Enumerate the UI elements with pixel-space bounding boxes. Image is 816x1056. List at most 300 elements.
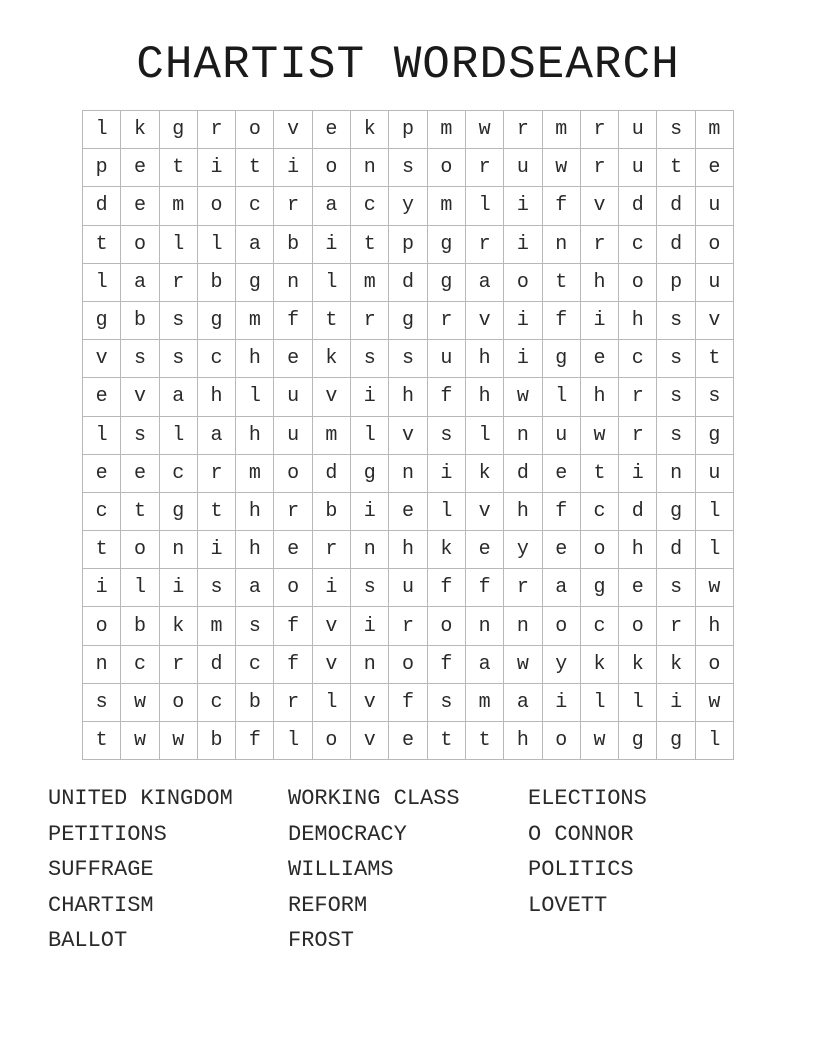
grid-cell[interactable]: r bbox=[159, 645, 197, 683]
grid-cell[interactable]: m bbox=[312, 416, 350, 454]
grid-cell[interactable]: s bbox=[427, 416, 465, 454]
grid-cell[interactable]: i bbox=[504, 225, 542, 263]
grid-cell[interactable]: w bbox=[695, 569, 733, 607]
grid-cell[interactable]: r bbox=[274, 187, 312, 225]
grid-cell[interactable]: c bbox=[197, 340, 235, 378]
grid-cell[interactable]: v bbox=[465, 492, 503, 530]
grid-cell[interactable]: o bbox=[236, 111, 274, 149]
grid-cell[interactable]: v bbox=[312, 378, 350, 416]
grid-cell[interactable]: h bbox=[465, 340, 503, 378]
grid-cell[interactable]: h bbox=[236, 531, 274, 569]
grid-cell[interactable]: g bbox=[542, 340, 580, 378]
grid-cell[interactable]: i bbox=[580, 301, 618, 339]
grid-cell[interactable]: e bbox=[542, 531, 580, 569]
grid-cell[interactable]: o bbox=[274, 454, 312, 492]
grid-cell[interactable]: v bbox=[83, 340, 121, 378]
grid-cell[interactable]: l bbox=[236, 378, 274, 416]
grid-cell[interactable]: l bbox=[695, 722, 733, 760]
grid-cell[interactable]: v bbox=[312, 607, 350, 645]
grid-cell[interactable]: l bbox=[427, 492, 465, 530]
grid-cell[interactable]: r bbox=[312, 531, 350, 569]
grid-cell[interactable]: a bbox=[465, 263, 503, 301]
grid-cell[interactable]: t bbox=[657, 149, 695, 187]
grid-cell[interactable]: h bbox=[619, 531, 657, 569]
grid-cell[interactable]: r bbox=[465, 149, 503, 187]
grid-cell[interactable]: a bbox=[542, 569, 580, 607]
grid-cell[interactable]: w bbox=[580, 722, 618, 760]
grid-cell[interactable]: e bbox=[312, 111, 350, 149]
grid-cell[interactable]: a bbox=[159, 378, 197, 416]
grid-cell[interactable]: d bbox=[312, 454, 350, 492]
grid-cell[interactable]: s bbox=[351, 340, 389, 378]
grid-cell[interactable]: d bbox=[657, 187, 695, 225]
grid-cell[interactable]: a bbox=[236, 225, 274, 263]
grid-cell[interactable]: g bbox=[657, 722, 695, 760]
grid-cell[interactable]: l bbox=[312, 683, 350, 721]
grid-cell[interactable]: l bbox=[121, 569, 159, 607]
grid-cell[interactable]: v bbox=[351, 722, 389, 760]
grid-cell[interactable]: v bbox=[465, 301, 503, 339]
grid-cell[interactable]: v bbox=[695, 301, 733, 339]
grid-cell[interactable]: m bbox=[197, 607, 235, 645]
grid-cell[interactable]: v bbox=[312, 645, 350, 683]
grid-row bbox=[83, 111, 734, 149]
grid-cell[interactable]: r bbox=[197, 111, 235, 149]
grid-cell[interactable]: t bbox=[83, 531, 121, 569]
grid-cell[interactable]: f bbox=[427, 569, 465, 607]
grid-cell[interactable]: r bbox=[619, 378, 657, 416]
grid-cell[interactable]: s bbox=[657, 301, 695, 339]
grid-cell[interactable]: u bbox=[504, 149, 542, 187]
grid-cell[interactable]: s bbox=[159, 340, 197, 378]
grid-cell[interactable]: g bbox=[83, 301, 121, 339]
grid-row bbox=[83, 340, 734, 378]
grid-cell[interactable]: o bbox=[695, 225, 733, 263]
grid-cell[interactable]: l bbox=[465, 187, 503, 225]
grid-cell[interactable]: m bbox=[427, 187, 465, 225]
grid-cell[interactable]: f bbox=[427, 645, 465, 683]
grid-cell[interactable]: m bbox=[465, 683, 503, 721]
grid-cell[interactable]: b bbox=[121, 301, 159, 339]
grid-cell[interactable]: h bbox=[695, 607, 733, 645]
grid-cell[interactable]: s bbox=[236, 607, 274, 645]
grid-cell[interactable]: t bbox=[236, 149, 274, 187]
grid-cell[interactable]: r bbox=[159, 263, 197, 301]
grid-cell[interactable]: g bbox=[619, 722, 657, 760]
grid-cell[interactable]: t bbox=[312, 301, 350, 339]
grid-cell[interactable]: l bbox=[197, 225, 235, 263]
grid-cell[interactable]: n bbox=[504, 416, 542, 454]
grid-cell[interactable]: l bbox=[83, 263, 121, 301]
grid-cell[interactable]: u bbox=[695, 263, 733, 301]
grid-cell[interactable]: d bbox=[657, 531, 695, 569]
grid-cell[interactable]: i bbox=[197, 531, 235, 569]
grid-cell[interactable]: i bbox=[504, 301, 542, 339]
grid-cell[interactable]: r bbox=[657, 607, 695, 645]
grid-cell[interactable]: s bbox=[657, 340, 695, 378]
grid-cell[interactable]: t bbox=[351, 225, 389, 263]
grid-cell[interactable]: m bbox=[236, 301, 274, 339]
grid-cell[interactable]: u bbox=[274, 378, 312, 416]
grid-cell[interactable]: v bbox=[121, 378, 159, 416]
grid-cell[interactable]: n bbox=[83, 645, 121, 683]
grid-cell[interactable]: w bbox=[121, 722, 159, 760]
grid-cell[interactable]: f bbox=[542, 301, 580, 339]
grid-cell[interactable]: k bbox=[465, 454, 503, 492]
grid-row bbox=[83, 149, 734, 187]
grid-cell[interactable]: r bbox=[580, 111, 618, 149]
grid-cell[interactable]: t bbox=[83, 722, 121, 760]
grid-cell[interactable]: t bbox=[427, 722, 465, 760]
grid-cell[interactable]: i bbox=[312, 569, 350, 607]
grid-cell[interactable]: f bbox=[236, 722, 274, 760]
grid-cell[interactable]: a bbox=[465, 645, 503, 683]
grid-cell[interactable]: o bbox=[121, 225, 159, 263]
grid-cell[interactable]: n bbox=[351, 645, 389, 683]
grid-cell[interactable]: k bbox=[121, 111, 159, 149]
grid-cell[interactable]: i bbox=[504, 340, 542, 378]
grid-row bbox=[83, 683, 734, 721]
grid-cell[interactable]: d bbox=[389, 263, 427, 301]
grid-cell[interactable]: y bbox=[504, 531, 542, 569]
grid-cell[interactable]: h bbox=[619, 301, 657, 339]
grid-cell[interactable]: f bbox=[542, 187, 580, 225]
grid-cell[interactable]: o bbox=[159, 683, 197, 721]
grid-row bbox=[83, 492, 734, 530]
grid-cell[interactable]: r bbox=[580, 225, 618, 263]
grid-cell[interactable]: a bbox=[197, 416, 235, 454]
grid-cell[interactable]: o bbox=[504, 263, 542, 301]
grid-cell[interactable]: k bbox=[580, 645, 618, 683]
grid-cell[interactable]: k bbox=[427, 531, 465, 569]
grid-cell[interactable]: v bbox=[389, 416, 427, 454]
grid-cell[interactable]: c bbox=[83, 492, 121, 530]
grid-cell[interactable]: r bbox=[274, 492, 312, 530]
grid-cell[interactable]: v bbox=[351, 683, 389, 721]
grid-cell[interactable]: f bbox=[427, 378, 465, 416]
grid-cell[interactable]: u bbox=[542, 416, 580, 454]
grid-cell[interactable]: l bbox=[580, 683, 618, 721]
grid-cell[interactable]: u bbox=[427, 340, 465, 378]
grid-cell[interactable]: m bbox=[427, 111, 465, 149]
grid-cell[interactable]: s bbox=[657, 378, 695, 416]
grid-cell[interactable]: h bbox=[236, 492, 274, 530]
grid-cell[interactable]: g bbox=[427, 225, 465, 263]
grid-cell[interactable]: m bbox=[236, 454, 274, 492]
grid-cell[interactable]: c bbox=[351, 187, 389, 225]
grid-cell[interactable]: c bbox=[197, 683, 235, 721]
grid-cell[interactable]: l bbox=[619, 683, 657, 721]
grid-cell[interactable]: s bbox=[121, 340, 159, 378]
grid-cell[interactable]: o bbox=[542, 722, 580, 760]
grid-cell[interactable]: c bbox=[580, 492, 618, 530]
grid-cell[interactable]: a bbox=[312, 187, 350, 225]
grid-cell[interactable]: i bbox=[504, 187, 542, 225]
word-list-item: CHARTISM bbox=[48, 892, 154, 918]
grid-cell[interactable]: c bbox=[236, 187, 274, 225]
grid-cell[interactable]: g bbox=[389, 301, 427, 339]
grid-cell[interactable]: t bbox=[159, 149, 197, 187]
grid-cell[interactable]: e bbox=[274, 340, 312, 378]
grid-cell[interactable]: r bbox=[465, 225, 503, 263]
grid-cell[interactable]: u bbox=[274, 416, 312, 454]
grid-cell[interactable]: r bbox=[389, 607, 427, 645]
grid-cell[interactable]: s bbox=[695, 378, 733, 416]
grid-cell[interactable]: w bbox=[504, 378, 542, 416]
grid-cell[interactable]: w bbox=[121, 683, 159, 721]
grid-cell[interactable]: s bbox=[389, 149, 427, 187]
grid-cell[interactable]: n bbox=[504, 607, 542, 645]
grid-cell[interactable]: l bbox=[159, 416, 197, 454]
grid-cell[interactable]: e bbox=[542, 454, 580, 492]
grid-cell[interactable]: l bbox=[351, 416, 389, 454]
grid-cell[interactable]: f bbox=[274, 301, 312, 339]
grid-cell[interactable]: m bbox=[542, 111, 580, 149]
grid-cell[interactable]: h bbox=[580, 263, 618, 301]
grid-cell[interactable]: s bbox=[427, 683, 465, 721]
grid-cell[interactable]: d bbox=[619, 187, 657, 225]
grid-cell[interactable]: e bbox=[121, 454, 159, 492]
grid-cell[interactable]: k bbox=[312, 340, 350, 378]
grid-cell[interactable]: c bbox=[580, 607, 618, 645]
grid-cell[interactable]: n bbox=[274, 263, 312, 301]
grid-cell[interactable]: h bbox=[236, 416, 274, 454]
grid-cell[interactable]: v bbox=[274, 111, 312, 149]
grid-cell[interactable]: u bbox=[695, 187, 733, 225]
grid-cell[interactable]: l bbox=[312, 263, 350, 301]
grid-cell[interactable]: r bbox=[619, 416, 657, 454]
grid-cell[interactable]: h bbox=[580, 378, 618, 416]
grid-cell[interactable]: s bbox=[351, 569, 389, 607]
grid-cell[interactable]: h bbox=[504, 492, 542, 530]
grid-cell[interactable]: o bbox=[197, 187, 235, 225]
grid-cell[interactable]: n bbox=[389, 454, 427, 492]
grid-cell[interactable]: e bbox=[83, 378, 121, 416]
grid-cell[interactable]: v bbox=[580, 187, 618, 225]
grid-cell[interactable]: e bbox=[274, 531, 312, 569]
grid-cell[interactable]: i bbox=[351, 492, 389, 530]
grid-cell[interactable]: e bbox=[619, 569, 657, 607]
grid-cell[interactable]: o bbox=[83, 607, 121, 645]
grid-cell[interactable]: p bbox=[389, 111, 427, 149]
grid-cell[interactable]: d bbox=[504, 454, 542, 492]
grid-cell[interactable]: i bbox=[274, 149, 312, 187]
grid-cell[interactable]: w bbox=[465, 111, 503, 149]
grid-cell[interactable]: t bbox=[197, 492, 235, 530]
grid-cell[interactable]: o bbox=[312, 722, 350, 760]
grid-cell[interactable]: i bbox=[542, 683, 580, 721]
grid-row bbox=[83, 722, 734, 760]
grid-cell[interactable]: g bbox=[580, 569, 618, 607]
grid-cell[interactable]: s bbox=[657, 416, 695, 454]
grid-cell[interactable]: u bbox=[619, 149, 657, 187]
grid-cell[interactable]: g bbox=[427, 263, 465, 301]
grid-cell[interactable]: t bbox=[580, 454, 618, 492]
grid-cell[interactable]: h bbox=[236, 340, 274, 378]
grid-cell[interactable]: d bbox=[197, 645, 235, 683]
grid-cell[interactable]: a bbox=[121, 263, 159, 301]
grid-cell[interactable]: o bbox=[695, 645, 733, 683]
grid-cell[interactable]: d bbox=[619, 492, 657, 530]
grid-cell[interactable]: i bbox=[351, 378, 389, 416]
grid-cell[interactable]: o bbox=[312, 149, 350, 187]
grid-cell[interactable]: f bbox=[389, 683, 427, 721]
grid-cell[interactable]: l bbox=[695, 531, 733, 569]
grid-cell[interactable]: r bbox=[504, 111, 542, 149]
grid-cell[interactable]: e bbox=[121, 187, 159, 225]
grid-cell[interactable]: o bbox=[274, 569, 312, 607]
grid-cell[interactable]: f bbox=[465, 569, 503, 607]
grid-cell[interactable]: l bbox=[274, 722, 312, 760]
grid-cell[interactable]: g bbox=[236, 263, 274, 301]
grid-cell[interactable]: s bbox=[389, 340, 427, 378]
grid-cell[interactable]: d bbox=[83, 187, 121, 225]
grid-cell[interactable]: o bbox=[580, 531, 618, 569]
grid-cell[interactable]: k bbox=[657, 645, 695, 683]
grid-cell[interactable]: t bbox=[83, 225, 121, 263]
grid-cell[interactable]: o bbox=[389, 645, 427, 683]
grid-cell[interactable]: s bbox=[83, 683, 121, 721]
grid-cell[interactable]: e bbox=[580, 340, 618, 378]
grid-cell[interactable]: i bbox=[83, 569, 121, 607]
grid-cell[interactable]: i bbox=[427, 454, 465, 492]
grid-cell[interactable]: w bbox=[542, 149, 580, 187]
grid-cell[interactable]: b bbox=[197, 263, 235, 301]
grid-row bbox=[83, 416, 734, 454]
grid-cell[interactable]: n bbox=[159, 531, 197, 569]
grid-cell[interactable]: g bbox=[695, 416, 733, 454]
grid-cell[interactable]: g bbox=[159, 492, 197, 530]
grid-cell[interactable]: s bbox=[121, 416, 159, 454]
grid-cell[interactable]: e bbox=[83, 454, 121, 492]
grid-cell[interactable]: h bbox=[389, 531, 427, 569]
grid-cell[interactable]: s bbox=[159, 301, 197, 339]
grid-cell[interactable]: b bbox=[197, 722, 235, 760]
grid-cell[interactable]: i bbox=[159, 569, 197, 607]
grid-cell[interactable]: i bbox=[657, 683, 695, 721]
grid-cell[interactable]: a bbox=[504, 683, 542, 721]
grid-cell[interactable]: e bbox=[695, 149, 733, 187]
grid-cell[interactable]: h bbox=[465, 378, 503, 416]
grid-cell[interactable]: h bbox=[504, 722, 542, 760]
grid-cell[interactable]: o bbox=[619, 263, 657, 301]
grid-cell[interactable]: g bbox=[197, 301, 235, 339]
grid-cell[interactable]: p bbox=[83, 149, 121, 187]
grid-cell[interactable]: w bbox=[504, 645, 542, 683]
grid-cell[interactable]: l bbox=[465, 416, 503, 454]
grid-cell[interactable]: g bbox=[351, 454, 389, 492]
grid-cell[interactable]: n bbox=[657, 454, 695, 492]
grid-cell[interactable]: i bbox=[197, 149, 235, 187]
grid-cell[interactable]: d bbox=[657, 225, 695, 263]
grid-cell[interactable]: m bbox=[159, 187, 197, 225]
grid-cell[interactable]: r bbox=[274, 683, 312, 721]
grid-cell[interactable]: r bbox=[427, 301, 465, 339]
grid-cell[interactable]: y bbox=[389, 187, 427, 225]
grid-cell[interactable]: f bbox=[274, 645, 312, 683]
grid-cell[interactable]: i bbox=[312, 225, 350, 263]
grid-cell[interactable]: c bbox=[619, 225, 657, 263]
grid-row bbox=[83, 531, 734, 569]
word-list-item: O CONNOR bbox=[528, 821, 634, 847]
grid-cell[interactable]: t bbox=[695, 340, 733, 378]
grid-cell[interactable]: i bbox=[351, 607, 389, 645]
grid-cell[interactable]: e bbox=[465, 531, 503, 569]
grid-cell[interactable]: r bbox=[580, 149, 618, 187]
grid-cell[interactable]: l bbox=[542, 378, 580, 416]
grid-cell[interactable]: w bbox=[159, 722, 197, 760]
grid-cell[interactable]: n bbox=[351, 531, 389, 569]
grid-cell[interactable]: b bbox=[236, 683, 274, 721]
grid-cell[interactable]: s bbox=[197, 569, 235, 607]
grid-cell[interactable]: b bbox=[312, 492, 350, 530]
grid-cell[interactable]: e bbox=[389, 722, 427, 760]
grid-cell[interactable]: m bbox=[695, 111, 733, 149]
grid-cell[interactable]: g bbox=[159, 111, 197, 149]
grid-cell[interactable]: n bbox=[465, 607, 503, 645]
grid-cell[interactable]: f bbox=[274, 607, 312, 645]
grid-cell[interactable]: u bbox=[619, 111, 657, 149]
grid-cell[interactable]: h bbox=[389, 378, 427, 416]
grid-cell[interactable]: o bbox=[427, 607, 465, 645]
grid-cell[interactable]: k bbox=[159, 607, 197, 645]
grid-cell[interactable]: k bbox=[619, 645, 657, 683]
grid-cell[interactable]: w bbox=[580, 416, 618, 454]
grid-cell[interactable]: w bbox=[695, 683, 733, 721]
grid-cell[interactable]: r bbox=[504, 569, 542, 607]
grid-cell[interactable]: p bbox=[389, 225, 427, 263]
grid-cell[interactable]: m bbox=[351, 263, 389, 301]
grid-cell[interactable]: b bbox=[274, 225, 312, 263]
grid-cell[interactable]: c bbox=[619, 340, 657, 378]
grid-cell[interactable]: u bbox=[389, 569, 427, 607]
grid-cell[interactable]: o bbox=[542, 607, 580, 645]
grid-cell[interactable]: t bbox=[465, 722, 503, 760]
grid-cell[interactable]: o bbox=[427, 149, 465, 187]
grid-cell[interactable]: u bbox=[695, 454, 733, 492]
grid-cell[interactable]: e bbox=[121, 149, 159, 187]
grid-cell[interactable]: l bbox=[83, 416, 121, 454]
grid-cell[interactable]: n bbox=[542, 225, 580, 263]
grid-cell[interactable]: o bbox=[121, 531, 159, 569]
grid-row bbox=[83, 301, 734, 339]
grid-cell[interactable]: l bbox=[83, 111, 121, 149]
grid-cell[interactable]: r bbox=[197, 454, 235, 492]
grid-cell[interactable]: e bbox=[389, 492, 427, 530]
grid-cell[interactable]: c bbox=[121, 645, 159, 683]
grid-cell[interactable]: s bbox=[657, 111, 695, 149]
grid-cell[interactable]: i bbox=[619, 454, 657, 492]
grid-cell[interactable]: c bbox=[159, 454, 197, 492]
grid-cell[interactable]: n bbox=[351, 149, 389, 187]
grid-cell[interactable]: f bbox=[542, 492, 580, 530]
grid-cell[interactable]: h bbox=[197, 378, 235, 416]
grid-cell[interactable]: a bbox=[236, 569, 274, 607]
grid-cell[interactable]: r bbox=[351, 301, 389, 339]
grid-cell[interactable]: y bbox=[542, 645, 580, 683]
grid-cell[interactable]: o bbox=[619, 607, 657, 645]
grid-cell[interactable]: c bbox=[236, 645, 274, 683]
grid-cell[interactable]: g bbox=[657, 492, 695, 530]
grid-cell[interactable]: t bbox=[542, 263, 580, 301]
grid-cell[interactable]: b bbox=[121, 607, 159, 645]
grid-cell[interactable]: k bbox=[351, 111, 389, 149]
grid-cell[interactable]: l bbox=[695, 492, 733, 530]
grid-cell[interactable]: s bbox=[657, 569, 695, 607]
grid-cell[interactable]: t bbox=[121, 492, 159, 530]
grid-cell[interactable]: l bbox=[159, 225, 197, 263]
grid-cell[interactable]: p bbox=[657, 263, 695, 301]
